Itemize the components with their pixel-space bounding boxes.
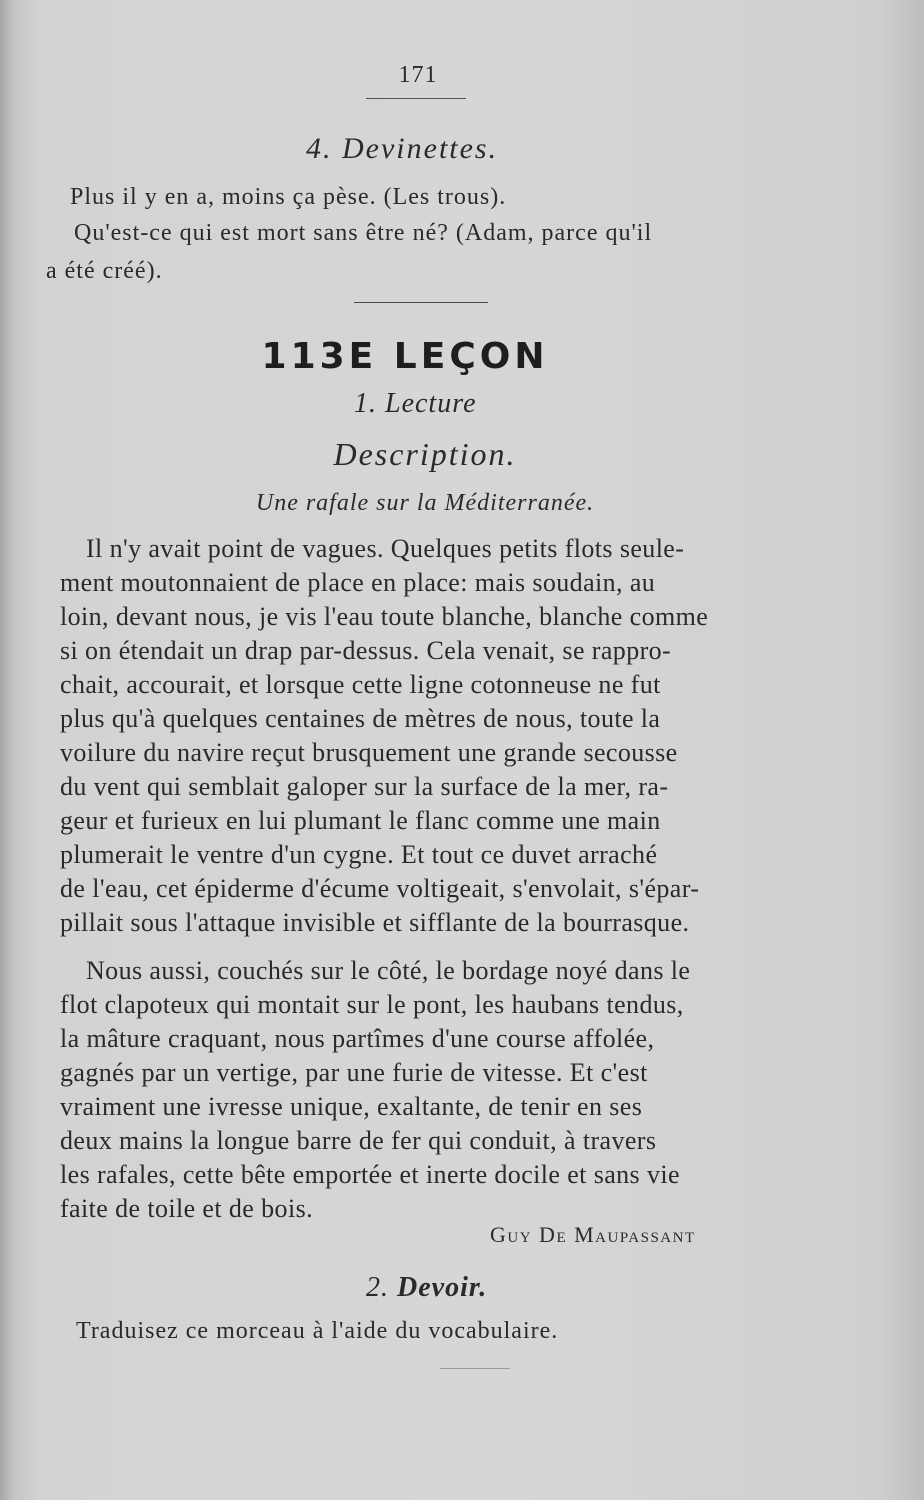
description-heading: Description. bbox=[333, 436, 517, 472]
paragraph-line: voilure du navire reçut brusquement une grande secousse bbox=[60, 738, 678, 767]
paragraph-line: plumerait le ventre d'un cygne. Et tout ce duvet arraché bbox=[60, 840, 658, 869]
paragraph-line: Nous aussi, couchés sur le côté, le bordage noyé dans le bbox=[86, 956, 691, 985]
paragraph-line: vraiment une ivresse unique, exaltante, de tenir en ses bbox=[60, 1092, 643, 1121]
reading-heading: 1. Lecture bbox=[354, 388, 477, 419]
paragraph-line: du vent qui semblait galoper sur la surface de la mer, ra- bbox=[60, 772, 669, 801]
paragraph-line: de l'eau, cet épiderme d'écume voltigeait, s'envolait, s'épar- bbox=[60, 874, 700, 903]
paragraph-line: geur et furieux en lui plumant le flanc comme une main bbox=[60, 806, 661, 835]
paragraph-line: chait, accourait, et lorsque cette ligne cotonneuse ne fut bbox=[60, 670, 661, 699]
riddle-line: a été créé). bbox=[46, 258, 163, 284]
paragraph-line: deux mains la longue barre de fer qui conduit, à travers bbox=[60, 1126, 657, 1155]
paragraph-line: faite de toile et de bois. bbox=[60, 1194, 313, 1223]
riddles-heading bbox=[306, 132, 498, 166]
page-number-rule bbox=[366, 98, 466, 99]
riddles-heading-number: 4. bbox=[306, 132, 333, 165]
paragraph-line: flot clapoteux qui montait sur le pont, les haubans tendus, bbox=[60, 990, 684, 1019]
riddle-line: Qu'est-ce qui est mort sans être né? (Adam, parce qu'il bbox=[74, 220, 653, 246]
assignment-instruction: Traduisez ce morceau à l'aide du vocabulaire. bbox=[76, 1318, 559, 1344]
lesson-title: 113E LEÇON bbox=[261, 336, 549, 377]
author-signature: Guy De Maupassant bbox=[490, 1222, 696, 1247]
paragraph-line: pillait sous l'attaque invisible et sifflante de la bourrasque. bbox=[60, 908, 690, 937]
paragraph-line: ment moutonnaient de place en place: mais soudain, au bbox=[60, 568, 656, 597]
assignment-heading bbox=[366, 1272, 487, 1304]
footer-rule bbox=[440, 1368, 510, 1369]
paragraph-line: Il n'y avait point de vagues. Quelques petits flots seule- bbox=[86, 534, 685, 563]
riddles-heading-text: Devinettes. bbox=[342, 132, 499, 165]
paragraph-line: loin, devant nous, je vis l'eau toute blanche, blanche comme bbox=[60, 602, 709, 631]
text-subtitle: Une rafale sur la Méditerranée. bbox=[255, 490, 595, 516]
section-divider bbox=[354, 302, 488, 303]
paragraph-line: plus qu'à quelques centaines de mètres de nous, toute la bbox=[60, 704, 661, 733]
paragraph-line: les rafales, cette bête emportée et inerte docile et sans vie bbox=[60, 1160, 680, 1189]
paragraph-line: la mâture craquant, nous partîmes d'une course affolée, bbox=[60, 1024, 655, 1053]
assignment-number: 2. bbox=[366, 1272, 389, 1303]
riddle-line: Plus il y en a, moins ça pèse. (Les trous). bbox=[70, 184, 507, 210]
paragraph-line: gagnés par un vertige, par une furie de vitesse. Et c'est bbox=[60, 1058, 648, 1087]
page-number: 171 bbox=[398, 62, 438, 88]
paragraph-line: si on étendait un drap par-dessus. Cela venait, se rappro- bbox=[60, 636, 672, 665]
assignment-label: Devoir. bbox=[397, 1272, 488, 1303]
